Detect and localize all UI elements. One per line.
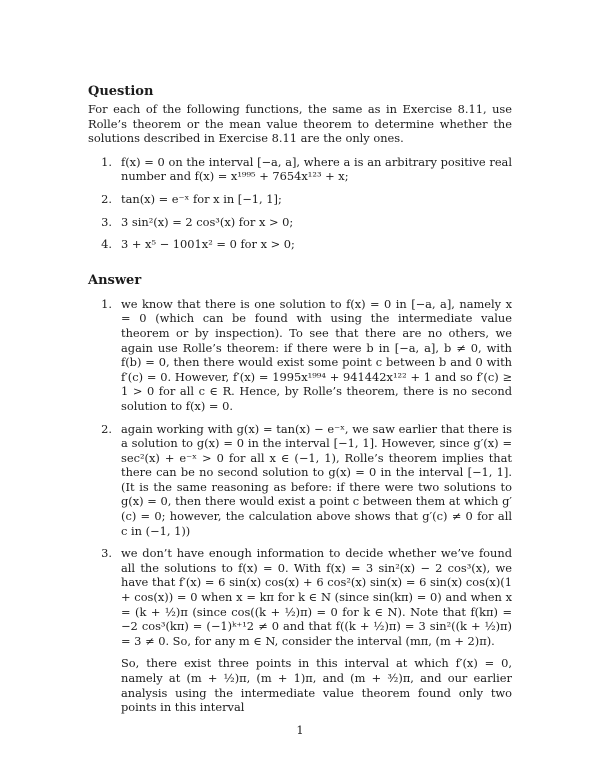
answer-item-3 <box>88 546 512 715</box>
item-text: tan(x) = e⁻ˣ for x in [−1, 1]; <box>121 191 282 206</box>
item-number: 2. <box>101 191 112 206</box>
answer-item-1 <box>88 297 512 414</box>
item-number: 1. <box>101 296 112 311</box>
question-item-3 <box>88 215 512 230</box>
answer-item-2 <box>88 422 512 539</box>
item-text <box>121 422 512 539</box>
answer-heading: Answer <box>88 272 142 288</box>
answer-paragraph: we don’t have enough information to decide whether we’ve found all the solutions to f(x) = 0. With f(x) = 3 sin²(x) − 2 cos³(x), we have that f′(x) = 6 sin(x) cos(x) + 6 cos²(x) sin(x) = 6 sin(x) cos(x)(1 + cos(x)) = 0 when x = kπ for k ∈ N (since sin(kπ) = 0) and when x = (k + ½)π (since cos((k + ½)π) = 0 for k ∈ N). Note that f(kπ) = −2 cos³(kπ) = (−1)ᵏ⁺¹2 ≠ 0 and that f((k + ½)π) = 3 sin²((k + ½)π) = 3 ≠ 0. So, for any m ∈ N, consider the interval (mπ, (m + 2)π). <box>121 546 512 648</box>
question-heading: Question <box>88 84 154 99</box>
answer-paragraph: we know that there is one solution to f(x) = 0 in [−a, a], namely x = 0 (which can be found with using the intermediate value theorem or by inspection). To see that there are no others, we again use Rolle’s theorem: if there were b in [−a, a], b ≠ 0, with f(b) = 0, then there would exist some point c between b and 0 with f′(c) = 0. However, f′(x) = 1995x¹⁹⁹⁴ + 941442x¹²² + 1 and so f′(c) ≥ 1 > 0 for all c ∈ R. Hence, by Rolle’s theorem, there is no second solution to f(x) = 0. <box>121 296 512 413</box>
question-item-4 <box>88 237 512 252</box>
answer-paragraph: again working with g(x) = tan(x) − e⁻ˣ, we saw earlier that there is a solution to g(x) = 0 in the interval [−1, 1]. However, since g′(x) = sec²(x) + e⁻ˣ > 0 for all x ∈ (−1, 1), Rolle’s theorem implies that there can be no second solution to g(x) = 0 in the interval [−1, 1]. (It is the same reasoning as before: if there were two solutions to g(x) = 0, then there would exist a point c between them at which g′(c) = 0; however, the calculation above shows that g′(c) ≠ 0 for all c in (−1, 1)) <box>121 421 512 538</box>
item-number: 1. <box>101 154 112 169</box>
item-number: 4. <box>101 237 112 252</box>
answer-paragraph-continued: So, there exist three points in this interval at which f′(x) = 0, namely at (m + ½)π, (m + 1)π, and (m + ³⁄₂)π, and our earlier analysis using the intermediate value theorem found only two points in this interval <box>121 656 512 715</box>
item-text <box>121 546 512 715</box>
item-number: 3. <box>101 546 112 561</box>
question-item-1 <box>88 155 512 184</box>
answer-list <box>88 297 512 723</box>
item-text: f(x) = 0 on the interval [−a, a], where a is an arbitrary positive real number and f(x) = x¹⁹⁹⁵ + 7654x¹²³ + x; <box>121 154 512 184</box>
item-number: 2. <box>101 421 112 436</box>
item-number: 3. <box>101 214 112 229</box>
item-text: 3 sin²(x) = 2 cos³(x) for x > 0; <box>121 214 294 229</box>
item-text: 3 + x⁵ − 1001x² = 0 for x > 0; <box>121 237 295 252</box>
page-number: 1 <box>296 722 304 737</box>
question-list <box>88 155 512 260</box>
item-text <box>121 297 512 414</box>
question-item-2 <box>88 192 512 207</box>
question-intro: For each of the following functions, the same as in Exercise 8.11, use Rolle’s theorem or the mean value theorem to determine whether the solutions described in Exercise 8.11 are the only ones. <box>88 102 512 146</box>
